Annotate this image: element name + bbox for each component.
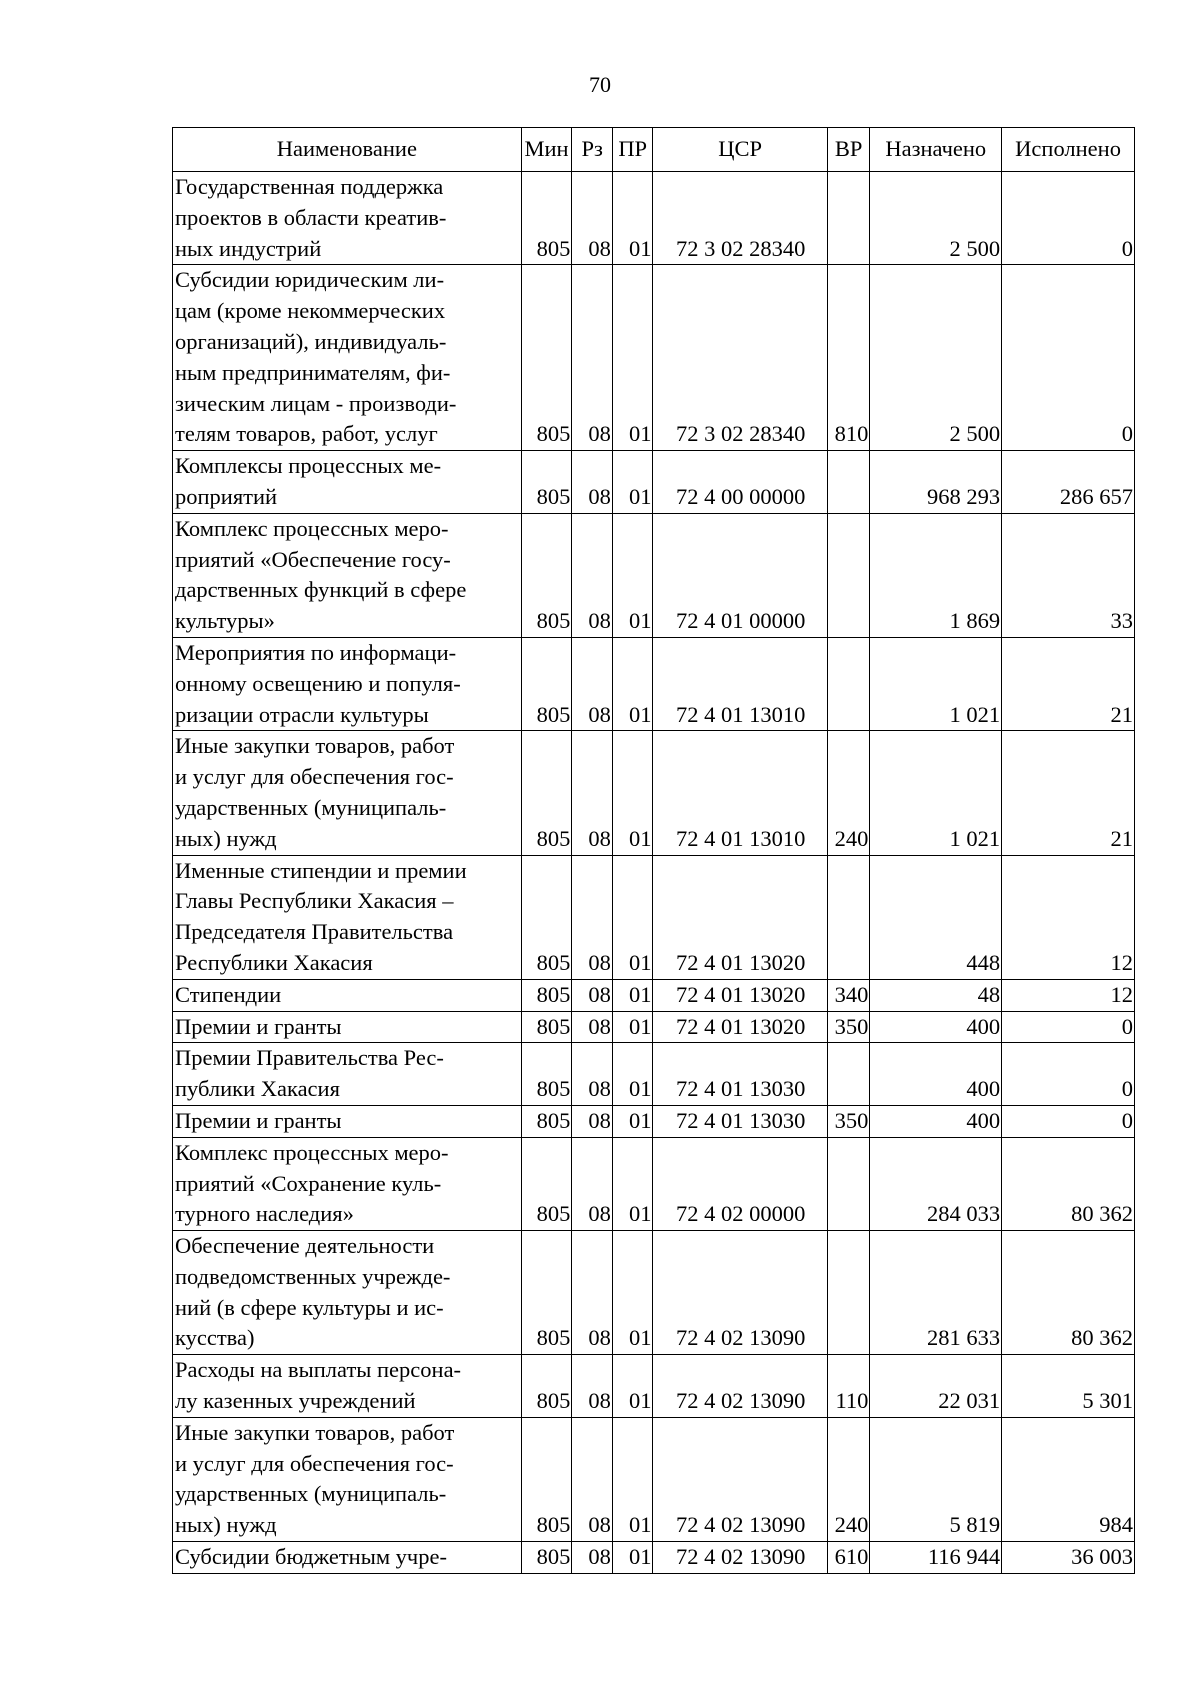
name-line: кусства) bbox=[175, 1325, 255, 1351]
cell-assigned: 281 633 bbox=[870, 1231, 1002, 1355]
name-line: Государственная поддержка bbox=[175, 174, 444, 199]
name-line: ных индустрий bbox=[175, 235, 322, 261]
cell-min: 805 bbox=[521, 1542, 572, 1574]
name-line: Стипендии bbox=[175, 981, 282, 1007]
table-row bbox=[173, 1043, 1135, 1106]
table-row bbox=[173, 265, 1135, 451]
cell-vr bbox=[827, 1137, 870, 1230]
name-line: и услуг для обеспечения гос- bbox=[175, 764, 454, 790]
header-csr: ЦСР bbox=[653, 128, 827, 172]
cell-min: 805 bbox=[521, 513, 572, 637]
table-row bbox=[173, 637, 1135, 730]
table-row bbox=[173, 855, 1135, 979]
cell-rz: 08 bbox=[572, 979, 613, 1011]
cell-assigned: 2 500 bbox=[870, 172, 1002, 265]
cell-rz: 08 bbox=[572, 451, 613, 514]
name-line: лу казенных учреждений bbox=[175, 1388, 416, 1414]
cell-executed: 0 bbox=[1002, 265, 1135, 451]
cell-name bbox=[173, 1043, 522, 1106]
cell-executed: 0 bbox=[1002, 172, 1135, 265]
cell-assigned: 284 033 bbox=[870, 1137, 1002, 1230]
cell-assigned: 1 021 bbox=[870, 731, 1002, 855]
name-line: турного наследия» bbox=[175, 1201, 354, 1227]
name-line: Комплекс процессных меро- bbox=[175, 515, 449, 541]
cell-executed: 0 bbox=[1002, 1105, 1135, 1137]
cell-name bbox=[173, 513, 522, 637]
cell-name bbox=[173, 451, 522, 514]
cell-assigned: 1 021 bbox=[870, 637, 1002, 730]
cell-assigned: 400 bbox=[870, 1105, 1002, 1137]
cell-min: 805 bbox=[521, 979, 572, 1011]
name-line: онному освещению и популя- bbox=[175, 670, 461, 696]
cell-min: 805 bbox=[521, 731, 572, 855]
table-row bbox=[173, 1231, 1135, 1355]
name-line: культуры» bbox=[175, 608, 275, 634]
cell-name bbox=[173, 1011, 522, 1043]
cell-min: 805 bbox=[521, 451, 572, 514]
cell-csr: 72 4 02 13090 bbox=[653, 1542, 827, 1574]
name-line: Обеспечение деятельности bbox=[175, 1233, 435, 1259]
name-line: Субсидии бюджетным учре- bbox=[175, 1544, 447, 1570]
cell-pr: 01 bbox=[612, 1355, 653, 1418]
name-line: телям товаров, работ, услуг bbox=[175, 421, 438, 447]
header-vr: ВР bbox=[827, 128, 870, 172]
cell-executed: 21 bbox=[1002, 637, 1135, 730]
cell-name bbox=[173, 172, 522, 265]
cell-vr: 240 bbox=[827, 1417, 870, 1541]
cell-pr: 01 bbox=[612, 513, 653, 637]
cell-name bbox=[173, 1231, 522, 1355]
header-row bbox=[173, 128, 1135, 172]
cell-csr: 72 4 01 13010 bbox=[653, 637, 827, 730]
cell-pr: 01 bbox=[612, 1137, 653, 1230]
cell-executed: 0 bbox=[1002, 1043, 1135, 1106]
cell-rz: 08 bbox=[572, 1137, 613, 1230]
cell-csr: 72 4 02 00000 bbox=[653, 1137, 827, 1230]
cell-vr: 340 bbox=[827, 979, 870, 1011]
cell-executed: 12 bbox=[1002, 979, 1135, 1011]
cell-vr bbox=[827, 1043, 870, 1106]
table-row bbox=[173, 1417, 1135, 1541]
cell-executed: 286 657 bbox=[1002, 451, 1135, 514]
cell-min: 805 bbox=[521, 1417, 572, 1541]
cell-min: 805 bbox=[521, 1355, 572, 1418]
cell-rz: 08 bbox=[572, 1542, 613, 1574]
cell-min: 805 bbox=[521, 172, 572, 265]
cell-vr bbox=[827, 513, 870, 637]
name-line: зическим лицам - производи- bbox=[175, 390, 457, 416]
cell-vr bbox=[827, 1231, 870, 1355]
cell-min: 805 bbox=[521, 1043, 572, 1106]
name-line: Премии и гранты bbox=[175, 1013, 342, 1039]
cell-rz: 08 bbox=[572, 513, 613, 637]
cell-pr: 01 bbox=[612, 637, 653, 730]
name-line: организаций), индивидуаль- bbox=[175, 328, 447, 354]
cell-csr: 72 4 01 13020 bbox=[653, 979, 827, 1011]
name-line: Комплексы процессных ме- bbox=[175, 453, 442, 479]
cell-vr: 810 bbox=[827, 265, 870, 451]
cell-executed: 984 bbox=[1002, 1417, 1135, 1541]
cell-csr: 72 3 02 28340 bbox=[653, 172, 827, 265]
cell-rz: 08 bbox=[572, 1355, 613, 1418]
cell-pr: 01 bbox=[612, 1043, 653, 1106]
cell-name bbox=[173, 637, 522, 730]
name-line: ризации отрасли культуры bbox=[175, 701, 429, 727]
cell-assigned: 448 bbox=[870, 855, 1002, 979]
name-line: роприятий bbox=[175, 483, 278, 509]
name-line: ных) нужд bbox=[175, 825, 277, 851]
table-row bbox=[173, 1105, 1135, 1137]
name-line: Комплекс процессных меро- bbox=[175, 1139, 449, 1165]
cell-rz: 08 bbox=[572, 1043, 613, 1106]
header-min: Мин bbox=[521, 128, 572, 172]
cell-pr: 01 bbox=[612, 172, 653, 265]
cell-vr bbox=[827, 637, 870, 730]
cell-rz: 08 bbox=[572, 731, 613, 855]
name-line: Премии и гранты bbox=[175, 1107, 342, 1133]
cell-pr: 01 bbox=[612, 855, 653, 979]
table-row bbox=[173, 979, 1135, 1011]
cell-name bbox=[173, 1137, 522, 1230]
cell-vr bbox=[827, 451, 870, 514]
cell-pr: 01 bbox=[612, 265, 653, 451]
cell-executed: 80 362 bbox=[1002, 1231, 1135, 1355]
cell-executed: 21 bbox=[1002, 731, 1135, 855]
header-rz: Рз bbox=[572, 128, 613, 172]
cell-min: 805 bbox=[521, 637, 572, 730]
table-row bbox=[173, 1011, 1135, 1043]
table-row bbox=[173, 451, 1135, 514]
cell-pr: 01 bbox=[612, 1542, 653, 1574]
cell-name bbox=[173, 265, 522, 451]
name-line: проектов в области креатив- bbox=[175, 204, 447, 230]
cell-name bbox=[173, 1542, 522, 1574]
name-line: Расходы на выплаты персона- bbox=[175, 1357, 462, 1383]
name-line: приятий «Обеспечение госу- bbox=[175, 546, 451, 572]
cell-csr: 72 4 01 13030 bbox=[653, 1105, 827, 1137]
table-row bbox=[173, 172, 1135, 265]
cell-rz: 08 bbox=[572, 1105, 613, 1137]
cell-vr: 350 bbox=[827, 1011, 870, 1043]
cell-executed: 36 003 bbox=[1002, 1542, 1135, 1574]
cell-assigned: 5 819 bbox=[870, 1417, 1002, 1541]
cell-vr: 350 bbox=[827, 1105, 870, 1137]
cell-vr bbox=[827, 172, 870, 265]
name-line: Республики Хакасия bbox=[175, 949, 373, 975]
name-line: и услуг для обеспечения гос- bbox=[175, 1450, 454, 1476]
cell-rz: 08 bbox=[572, 265, 613, 451]
cell-pr: 01 bbox=[612, 1105, 653, 1137]
cell-rz: 08 bbox=[572, 855, 613, 979]
name-line: ний (в сфере культуры и ис- bbox=[175, 1294, 444, 1320]
cell-assigned: 1 869 bbox=[870, 513, 1002, 637]
name-line: подведомственных учрежде- bbox=[175, 1263, 451, 1289]
cell-csr: 72 3 02 28340 bbox=[653, 265, 827, 451]
cell-name bbox=[173, 1417, 522, 1541]
cell-executed: 33 bbox=[1002, 513, 1135, 637]
cell-executed: 12 bbox=[1002, 855, 1135, 979]
cell-csr: 72 4 02 13090 bbox=[653, 1231, 827, 1355]
table-row bbox=[173, 513, 1135, 637]
cell-assigned: 22 031 bbox=[870, 1355, 1002, 1418]
cell-min: 805 bbox=[521, 1231, 572, 1355]
cell-executed: 5 301 bbox=[1002, 1355, 1135, 1418]
cell-assigned: 116 944 bbox=[870, 1542, 1002, 1574]
name-line: ударственных (муниципаль- bbox=[175, 794, 447, 820]
cell-csr: 72 4 02 13090 bbox=[653, 1417, 827, 1541]
cell-assigned: 968 293 bbox=[870, 451, 1002, 514]
cell-csr: 72 4 01 13020 bbox=[653, 1011, 827, 1043]
cell-vr: 240 bbox=[827, 731, 870, 855]
name-line: Именные стипендии и премии bbox=[175, 857, 467, 883]
cell-executed: 0 bbox=[1002, 1011, 1135, 1043]
cell-vr bbox=[827, 855, 870, 979]
cell-rz: 08 bbox=[572, 1231, 613, 1355]
page-number: 70 bbox=[589, 72, 611, 97]
name-line: ным предпринимателям, фи- bbox=[175, 359, 451, 385]
name-line: приятий «Сохранение куль- bbox=[175, 1170, 442, 1196]
cell-pr: 01 bbox=[612, 979, 653, 1011]
cell-name bbox=[173, 1105, 522, 1137]
cell-csr: 72 4 01 13010 bbox=[653, 731, 827, 855]
table-row bbox=[173, 1137, 1135, 1230]
budget-table bbox=[172, 127, 1135, 1574]
cell-vr: 110 bbox=[827, 1355, 870, 1418]
cell-min: 805 bbox=[521, 855, 572, 979]
cell-assigned: 2 500 bbox=[870, 265, 1002, 451]
name-line: Иные закупки товаров, работ bbox=[175, 1419, 455, 1445]
name-line: цам (кроме некоммерческих bbox=[175, 298, 446, 324]
header-assigned: Назначено bbox=[870, 128, 1002, 172]
cell-assigned: 48 bbox=[870, 979, 1002, 1011]
name-line: ных) нужд bbox=[175, 1512, 277, 1538]
cell-csr: 72 4 01 13030 bbox=[653, 1043, 827, 1106]
cell-name bbox=[173, 979, 522, 1011]
name-line: публики Хакасия bbox=[175, 1076, 340, 1102]
cell-csr: 72 4 02 13090 bbox=[653, 1355, 827, 1418]
cell-name bbox=[173, 731, 522, 855]
header-pr: ПР bbox=[612, 128, 653, 172]
cell-pr: 01 bbox=[612, 1011, 653, 1043]
name-line: Премии Правительства Рес- bbox=[175, 1045, 444, 1071]
cell-name bbox=[173, 855, 522, 979]
name-line: Иные закупки товаров, работ bbox=[175, 733, 455, 759]
cell-pr: 01 bbox=[612, 451, 653, 514]
cell-executed: 80 362 bbox=[1002, 1137, 1135, 1230]
header-executed: Исполнено bbox=[1002, 128, 1135, 172]
cell-rz: 08 bbox=[572, 1417, 613, 1541]
table-row bbox=[173, 1355, 1135, 1418]
cell-csr: 72 4 01 00000 bbox=[653, 513, 827, 637]
cell-vr: 610 bbox=[827, 1542, 870, 1574]
cell-rz: 08 bbox=[572, 637, 613, 730]
cell-pr: 01 bbox=[612, 1231, 653, 1355]
cell-min: 805 bbox=[521, 1105, 572, 1137]
cell-name bbox=[173, 1355, 522, 1418]
name-line: Главы Республики Хакасия – bbox=[175, 888, 454, 914]
name-line: дарственных функций в сфере bbox=[175, 577, 467, 603]
name-line: ударственных (муниципаль- bbox=[175, 1481, 447, 1507]
header-name: Наименование bbox=[173, 128, 522, 172]
cell-assigned: 400 bbox=[870, 1043, 1002, 1106]
cell-pr: 01 bbox=[612, 1417, 653, 1541]
cell-rz: 08 bbox=[572, 172, 613, 265]
table-row bbox=[173, 1542, 1135, 1574]
cell-min: 805 bbox=[521, 265, 572, 451]
name-line: Председателя Правительства bbox=[175, 919, 454, 945]
cell-min: 805 bbox=[521, 1137, 572, 1230]
cell-assigned: 400 bbox=[870, 1011, 1002, 1043]
cell-csr: 72 4 00 00000 bbox=[653, 451, 827, 514]
name-line: Мероприятия по информаци- bbox=[175, 639, 457, 665]
table-body bbox=[173, 172, 1135, 1574]
table-row bbox=[173, 731, 1135, 855]
cell-rz: 08 bbox=[572, 1011, 613, 1043]
cell-csr: 72 4 01 13020 bbox=[653, 855, 827, 979]
cell-pr: 01 bbox=[612, 731, 653, 855]
name-line: Субсидии юридическим ли- bbox=[175, 267, 445, 293]
cell-min: 805 bbox=[521, 1011, 572, 1043]
